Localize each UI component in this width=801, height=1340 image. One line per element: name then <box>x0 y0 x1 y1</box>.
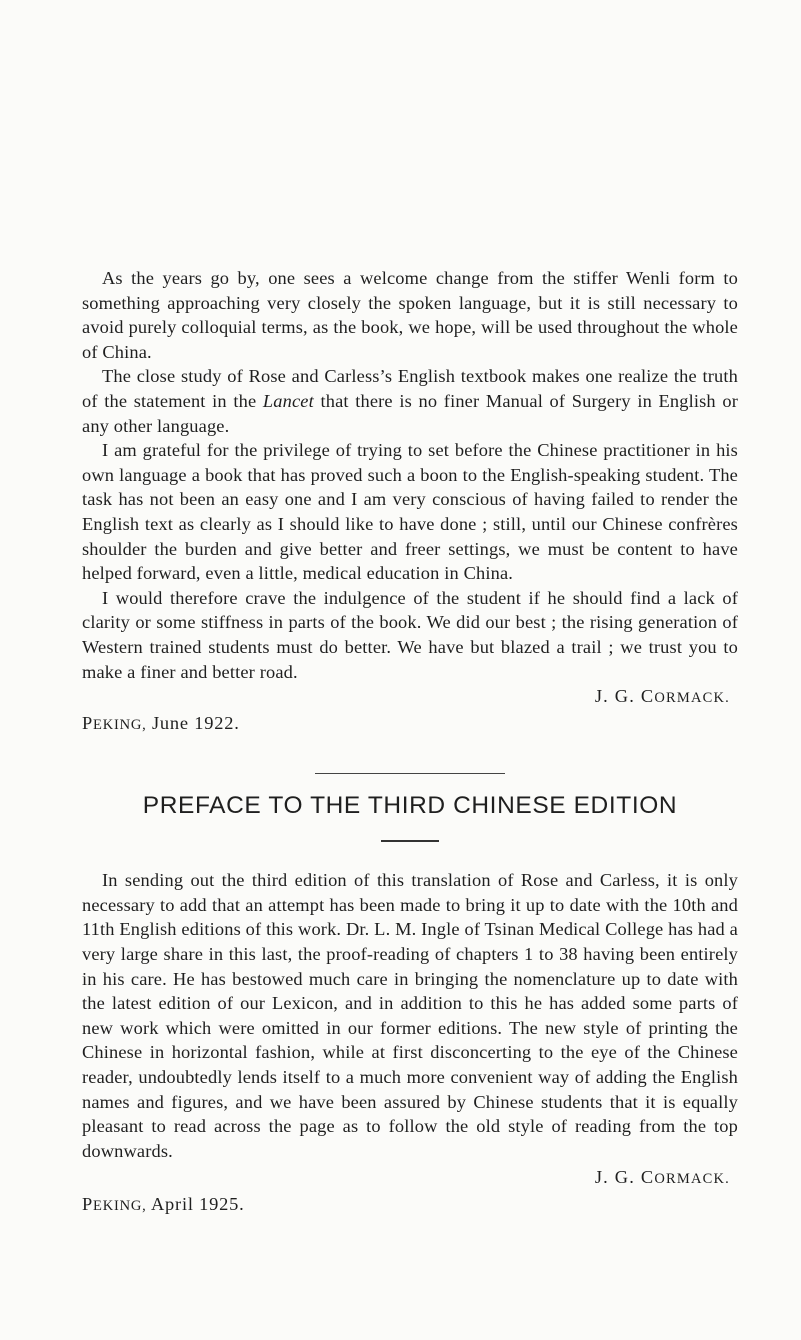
place-date-second <box>82 1192 738 1219</box>
signature-surname-rest: ORMACK. <box>654 690 730 707</box>
place-initial: P <box>82 1194 94 1214</box>
section-heading: PREFACE TO THE THIRD CHINESE EDITION <box>142 792 678 820</box>
lancet-text-after: that there is no finer Manual of Surgery in English or any other language. <box>82 390 738 436</box>
date-text: April 1925. <box>146 1194 245 1214</box>
lancet-text-before: The close study of Rose and Carless’s English textbook makes one realize the truth of the statement in the <box>82 366 738 411</box>
lancet-title: Lancet <box>262 390 314 411</box>
place-date-first <box>82 711 738 738</box>
signature-initials: J. G. <box>594 1167 641 1188</box>
paragraph-third-edition: In sending out the third edition of this translation of Rose and Carless, it is only necessary to add that an attempt has been made to bring it up to date with the 10th and 11th English editions of this work. Dr. L. M. Ingle of Tsinan Medical College has had a very large share in this last, the proof-reading of chapters 1 to 38 having been entirely in his care. He has bestowed much care in bringing the nomenclature up to date with the latest edition of our Lexicon, and in addition to this he has added some parts of new work which were omitted in our former editions. The new style of printing the Chinese in horizontal fashion, while at first disconcerting to the eye of the Chinese reader, undoubtedly lends itself to a much more convenient way of adding the English names and figures, and we have been assured by Chinese students that it is equally pleasant to read across the page as to follow the old style of reading from the top downwards. <box>82 870 738 1161</box>
signature-surname-rest: ORMACK. <box>654 1171 730 1188</box>
paragraph-indulgence: I would therefore crave the indulgence of the student if he should find a lack of clarity or some stiffness in parts of the book. We did our best ; the rising generation of Western trained students must do better. We have but blazed a trail ; we trust you to make a finer and better road. <box>82 587 738 682</box>
date-text: June 1922. <box>146 712 240 733</box>
signature-surname-initial: C <box>640 686 655 707</box>
signature-initials: J. G. <box>594 686 641 707</box>
signature-surname-initial: C <box>640 1167 655 1188</box>
section-divider-bottom <box>381 840 439 842</box>
paragraph-wenli: As the years go by, one sees a welcome change from the stiffer Wenli form to something approaching very closely the spoken language, but it is still necessary to avoid purely colloquial terms, as the book, we hope, will be used throughout the whole of China. <box>82 268 738 362</box>
signature-first <box>82 684 738 711</box>
document-page <box>82 266 738 1219</box>
section-divider-top <box>315 773 505 774</box>
paragraph-grateful: I am grateful for the privilege of trying to set before the Chinese practitioner in his own language a book that has proved such a boon to the English-speaking student. The task has not been an easy one and I am very conscious of having failed to render the English text as clearly as I should like to have done ; still, until our Chinese confrères shoulder the burden and give better and freer settings, we must be content to have helped forward, even a little, medical education in China. <box>82 440 738 584</box>
place-rest: EKING, <box>93 1198 147 1214</box>
place-rest: EKING, <box>93 716 147 733</box>
place-initial: P <box>82 712 94 733</box>
paragraph-lancet <box>82 364 738 438</box>
signature-second <box>82 1165 738 1192</box>
